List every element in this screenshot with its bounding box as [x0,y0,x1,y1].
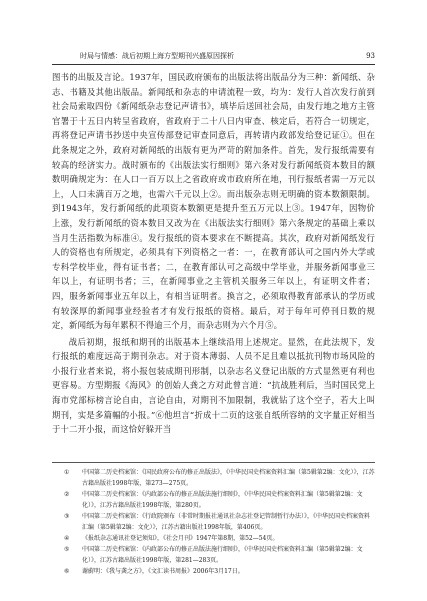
footnote-text: 《报纸杂志通讯社登记须知》，《社会月刊》1947年第8期，第52—54页。 [82,535,279,542]
page-number: 93 [366,52,375,60]
footnote [52,533,375,544]
footnote-text: 中国第二历史档案馆：《行政院颁布（非常时期报社通讯社杂志社登记管制暂行办法）》，《中华民国史档案资料汇编（第5辑第2编：文化）》，江苏古籍出版社1998年版，第406页。 [82,513,371,531]
footnote-text: 中国第二历史档案馆：《国民政府公布的修正出版法》，《中华民国史档案资料汇编（第5辑第2编：文化）》，江苏古籍出版社1998年版，第273—275页。 [82,469,375,487]
footnote-marker: ⑥ [64,568,70,575]
running-title: 时局与情感：战后初期上海方型期刊兴盛原因探析 [80,52,234,60]
footnote-marker: ③ [64,513,70,520]
footnote [52,467,375,489]
footnote [52,566,375,577]
footnote [52,544,375,566]
body-text [52,70,375,437]
footnote-marker: ① [64,469,70,476]
footnote-text: 谢蔚明：《我与龚之方》，《文汇读书周报》2006年3月17日。 [82,568,244,575]
paragraph: 战后初期，报纸和期刊的出版基本上继续沿用上述规定。显然，在此法规下，发行报纸的难度远高于期刊杂志。对于资本薄弱、人员不足且难以抵抗刊物市场风险的小报行业者来说，将小报包装成期刊形制，以杂志名义登记出版的方式显然更有利也更容易。方型期报《海风》的创始人龚之方对此曾言道：“抗战胜利后，当时国民党上海市党部标榜言论自由，言论自由，对期刊不加限制，我就钻了这个空子，若大上叫期刊，实是多篇幅的小报。”⑥他坦言“折成十二页的这张自纸所容纳的文字量正好相当于十二开小报，而这恰好躲开当 [52,336,375,435]
footnote [52,489,375,511]
footnote [52,511,375,533]
footnote-marker: ⑤ [64,546,70,553]
footnote-text: 中国第二历史档案馆：《内政部公布的修正出版法施行细则》，《中华民国史档案资料汇编（第5辑第2编：文化）》，江苏古籍出版社1998年版，第281—283页。 [82,546,363,564]
running-header [52,50,375,65]
footnote-text: 中国第二历史档案馆：《内政部公布的修正出版法施行细则》，《中华民国史档案资料汇编（第5辑第2编：文化）》，江苏古籍出版社1998年版，第280页。 [82,491,363,509]
footnote-marker: ② [64,491,70,498]
footnote-marker: ④ [64,535,70,542]
paragraph: 图书的出版及言论。1937年，国民政府颁布的出版法将出版品分为三种：新闻纸、杂志、书籍及其他出版品。新闻纸和杂志的申请流程一致，均为：发行人首次发行前到社会局索取四份《新闻纸杂志登记声请书》，填毕后送回社会局，由发行地之地方主管官署于十五日内转呈省政府，省政府于二十八日内审查、核定后，若符合一切规定，再将登记声请书抄送中央宣传部登记审查同意后，再转请内政部发给登记证①。但在此条规定之外，政府对新闻纸的出版有更为严苛的附加条件。首先，发行报纸需要有较高的经济实力。战时颁布的《出版法实行细则》第六条对发行新闻纸资本数目的额数明确规定为：在人口一百万以上之省政府或市政府所在地，刊行报纸者需一万元以上，人口未满百万之地，也需六千元以上②。而出版杂志则无明确的资本数额限制。到1943年，发行新闻纸的此项资本数额更是提升至五万元以上③。1947年，因物价上涨，发行新闻纸的资本数目又改为在《出版法实行细则》第六条规定的基础上乘以当月生活指数为标准④。发行报纸的资本要求在不断提高。其次，政府对新闻纸发行人的资格也有所规定，必须具有下列资格之一者：一，在教育部认可之国内外大学或专科学校毕业，得有证书者；二，在教育部认可之高级中学毕业，并服务新闻事业三年以上，有证明书者；三，在新闻事业之主管机关服务三年以上，有证明文件者；四，服务新闻事业五年以上，有相当证明者。换言之，必须取得教育部承认的学历或有较深厚的新闻事业经验者才有发行报纸的资格。最后，对于每年可停刊日数的规定，新闻纸为每年累积不得逾三个月，而杂志则为六个月⑤。 [52,72,375,331]
footnotes [52,462,375,577]
